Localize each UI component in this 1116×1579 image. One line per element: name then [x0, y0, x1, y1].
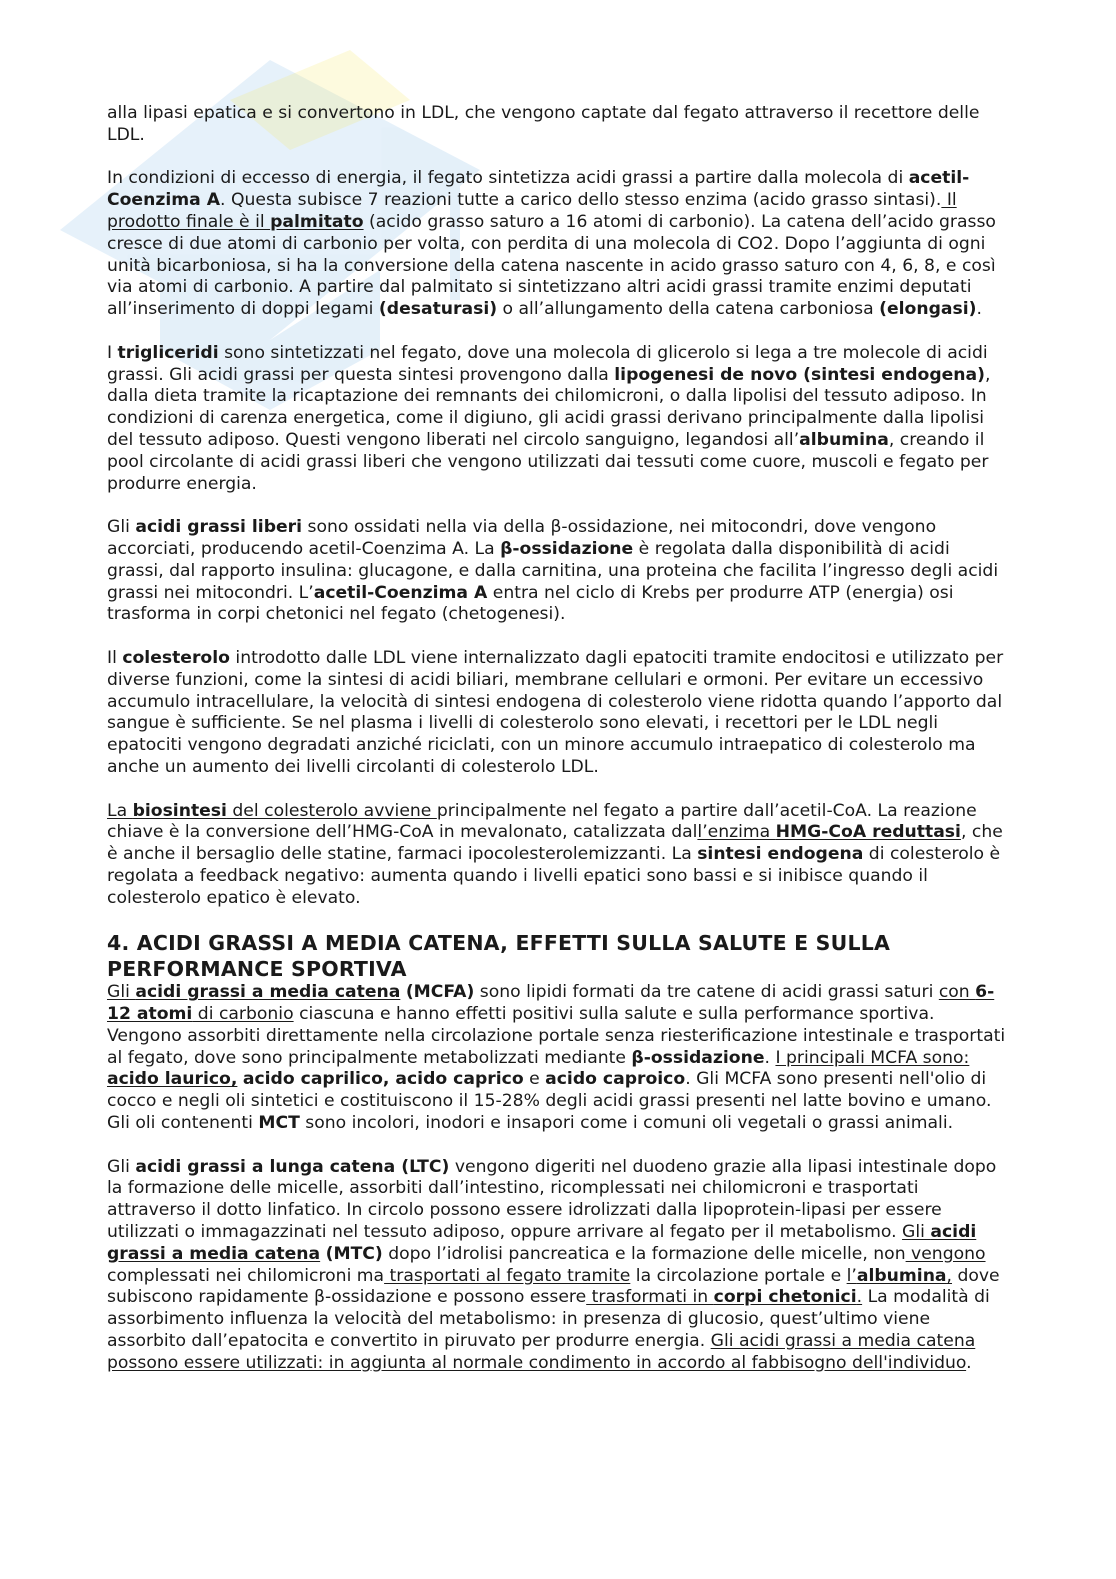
paragraph — [107, 103, 1007, 147]
paragraph — [107, 801, 1007, 910]
text-span: albumina — [856, 1265, 947, 1286]
text-span: principalmente nel fegato a partire dall’acetil-CoA. La reazione chiave è la conversione dell’HMG-CoA in mevalonato, catalizzata dal — [107, 800, 977, 843]
text-span: dopo l’idrolisi pancreatica e la formazione delle micelle, non — [382, 1243, 906, 1264]
text-span: alla lipasi epatica e si convertono in LDL, che vengono captate dal fegato attraverso il recettore delle LDL. — [107, 103, 980, 145]
text-span: con — [938, 982, 976, 1003]
paragraph — [107, 1157, 1007, 1375]
paragraph — [107, 982, 1007, 1135]
text-span: Gli — [902, 1222, 931, 1243]
text-span: trigliceridi — [117, 342, 219, 363]
text-span: biosintesi — [132, 800, 227, 821]
text-span: acidi grassi a media catena — [135, 982, 401, 1003]
text-span: vengono digeriti nel duodeno grazie alla lipasi intestinale dopo la formazione delle micelle, assorbiti dall’intestino, ricomplessati nei chilomicroni e trasportati attraverso il dotto linfatico. In circolo possono essere idrolizzati dalla lipoprotein-lipasi per essere utilizzati o immagazzinati nel tessuto adiposo, oppure arrivare al fegato per il metabolismo. — [107, 1156, 997, 1243]
text-span: Gli acidi grassi a media catena possono essere utilizzati: in aggiunta al normale condimento in accordo al fabbisogno dell'individuo — [107, 1331, 976, 1373]
text-span: Il — [107, 647, 123, 668]
text-span: è regolata dalla disponibilità di acidi grassi, dal rapporto insulina: glucagone, e dalla carnitina, una proteina che facilita l’ingresso degli acidi grassi nei mitocondri. L’ — [107, 538, 999, 603]
text-span: entra nel ciclo di Krebs per produrre ATP (energia) osi trasforma in corpi chetonici nel fegato (chetogenesi). — [107, 582, 954, 625]
text-span: . — [856, 1287, 863, 1308]
text-span: . Questa subisce 7 reazioni tutte a carico dello stesso enzima (acido grasso sintasi). — [220, 190, 942, 211]
text-span: acido caprilico, acido caprico — [242, 1069, 524, 1090]
text-span: introdotto dalle LDL viene internalizzato dagli epatociti tramite endocitosi e utilizzato per diverse funzioni, come la sintesi di acidi biliari, membrane cellulari e ormoni. Per evitare un eccessivo accumulo intracellulare, la velocità di sintesi endogena di colesterolo viene ridotta quando l’apporto dal sangue è sufficiente. Se nel plasma i livelli di colesterolo sono elevati, i recettori per le LDL negli epatociti vengono degradati anziché riciclati, con un minore accumulo intraepatico di colesterolo ma anche un aumento dei livelli circolanti di colesterolo LDL. — [107, 647, 1004, 777]
text-span: trasformati in — [586, 1287, 714, 1308]
text-span: Gli — [107, 517, 136, 538]
text-span: Gli — [107, 1156, 136, 1177]
text-span: 6-12 atomi — [107, 982, 995, 1025]
body-text-part1 — [107, 103, 1007, 909]
body-text-part2 — [107, 982, 1007, 1374]
text-span: albumina — [799, 429, 889, 450]
text-span: acetil-Coenzima A — [313, 582, 488, 603]
text-span: di carbonio — [192, 1004, 294, 1025]
text-span: sintesi endogena — [697, 844, 864, 865]
text-span: . — [764, 1047, 776, 1068]
text-span: del colesterolo avviene — [226, 800, 437, 821]
text-span: . Gli MCFA sono presenti nell'olio di cocco e negli oli sintetici e costituiscono il 15-28% degli acidi grassi presenti nel latte bovino e umano. Gli oli contenenti — [107, 1069, 992, 1134]
text-span: In condizioni di eccesso di energia, il fegato sintetizza acidi grassi a partire dalla molecola di — [107, 168, 909, 189]
text-span: complessati nei chilomicroni ma — [107, 1265, 385, 1286]
text-span: (desaturasi) — [378, 299, 498, 320]
text-span: sono ossidati nella via della β-ossidazione, nei mitocondri, dove vengono accorciati, producendo acetil-Coenzima A. La — [107, 517, 937, 559]
text-span: MCT — [258, 1113, 300, 1134]
text-span: l’ — [846, 1265, 857, 1286]
text-span: HMG-CoA reduttasi — [775, 822, 961, 843]
text-span: (acido grasso saturo a 16 atomi di carbonio). La catena dell’acido grasso cresce di due atomi di carbonio per volta, con perdita di una molecola di CO2. Dopo l’aggiunta di ogni unità bicarboniosa, si ha la conversione della catena nascente in acido grasso saturo con 4, 6, 8, e così via atomi di carbonio. A partire dal palmitato si sintetizzano altri acidi grassi tramite enzimi deputati all’inserimento di doppi legami — [107, 211, 996, 320]
text-span: dove subiscono rapidamente β-ossidazione e possono essere — [107, 1265, 1000, 1308]
text-span: l’enzima — [697, 822, 776, 843]
text-span: sono incolori, inodori e insapori come i comuni oli vegetali o grassi animali. — [299, 1113, 954, 1134]
text-span: acidi grassi a media catena — [107, 1222, 977, 1264]
section-heading: 4. ACIDI GRASSI A MEDIA CATENA, EFFETTI SULLA SALUTE E SULLA PERFORMANCE SPORTIVA — [107, 931, 891, 981]
text-span: . — [976, 299, 982, 320]
paragraph — [107, 648, 1007, 779]
text-span: (elongasi) — [879, 299, 977, 320]
text-span: lipogenesi de novo (sintesi endogena) — [614, 364, 985, 385]
text-span: acetil-Coenzima A — [107, 168, 970, 211]
text-span: sono sintetizzati nel fegato, dove una molecola di glicerolo si lega a tre molecole di acidi grassi. Gli acidi grassi per questa sintesi provengono dalla — [107, 342, 988, 385]
paragraph — [107, 343, 1007, 496]
text-span: La — [107, 800, 133, 821]
paragraph — [107, 168, 1007, 321]
text-span: Il prodotto finale è il — [107, 190, 957, 232]
text-span: I principali MCFA sono: — [775, 1047, 970, 1068]
text-span: trasportati al fegato tramite — [384, 1265, 631, 1286]
text-span: e — [523, 1069, 546, 1090]
text-span: (MCFA) — [405, 982, 475, 1003]
text-span: I — [107, 342, 118, 363]
text-span: . — [966, 1352, 972, 1373]
text-span: acidi grassi liberi — [135, 517, 303, 538]
text-span: corpi chetonici — [713, 1287, 857, 1308]
text-span: vengono — [905, 1243, 986, 1264]
text-span: (MTC) — [325, 1243, 383, 1264]
text-span: acido caproico — [545, 1069, 686, 1090]
text-span: , creando il pool circolante di acidi grassi liberi che vengono utilizzati dai tessuti come cuore, muscoli e fegato per produrre energia. — [107, 429, 989, 494]
text-span: colesterolo — [122, 647, 230, 668]
text-span: , che è anche il bersaglio delle statine, farmaci ipocolesterolemizzanti. La — [107, 822, 1003, 865]
text-span: β-ossidazione — [500, 538, 634, 559]
text-span: La modalità di assorbimento influenza la velocità del metabolismo: in presenza di glucosio, quest’ultimo viene assorbito dall’epatocita e convertito in piruvato per produrre energia. — [107, 1287, 990, 1352]
text-span: acidi grassi a lunga catena (LTC) — [135, 1156, 450, 1177]
text-span: , dalla dieta tramite la ricaptazione dei remnants dei chilomicroni, o dalla lipolisi del tessuto adiposo. In condizioni di carenza energetica, come il digiuno, gli acidi grassi derivano principalmente dalla lipolisi del tessuto adiposo. Questi vengono liberati nel circolo sanguigno, legandosi all’ — [107, 364, 991, 450]
text-span: Gli — [107, 982, 136, 1003]
text-span: sono lipidi formati da tre catene di acidi grassi saturi — [474, 982, 939, 1003]
document-page — [107, 103, 1007, 1396]
text-span: ciascuna e hanno effetti positivi sulla salute e sulla performance sportiva. Vengono assorbiti direttamente nella circolazione portale senza riesterificazione intestinale e trasportati al fegato, dove sono principalmente metabolizzati mediante — [107, 1004, 1006, 1068]
paragraph — [107, 517, 1007, 626]
text-span: , — [946, 1265, 952, 1286]
text-span: acido laurico, — [107, 1069, 238, 1090]
text-span: β-ossidazione — [631, 1047, 765, 1068]
text-span: la circolazione portale e — [630, 1265, 847, 1286]
text-span: o all’allungamento della catena carboniosa — [497, 299, 880, 320]
text-span: palmitato — [270, 211, 364, 232]
text-span: di colesterolo è regolata a feedback negativo: aumenta quando i livelli epatici sono bassi e si inibisce quando il colesterolo epatico è elevato. — [107, 844, 1001, 908]
